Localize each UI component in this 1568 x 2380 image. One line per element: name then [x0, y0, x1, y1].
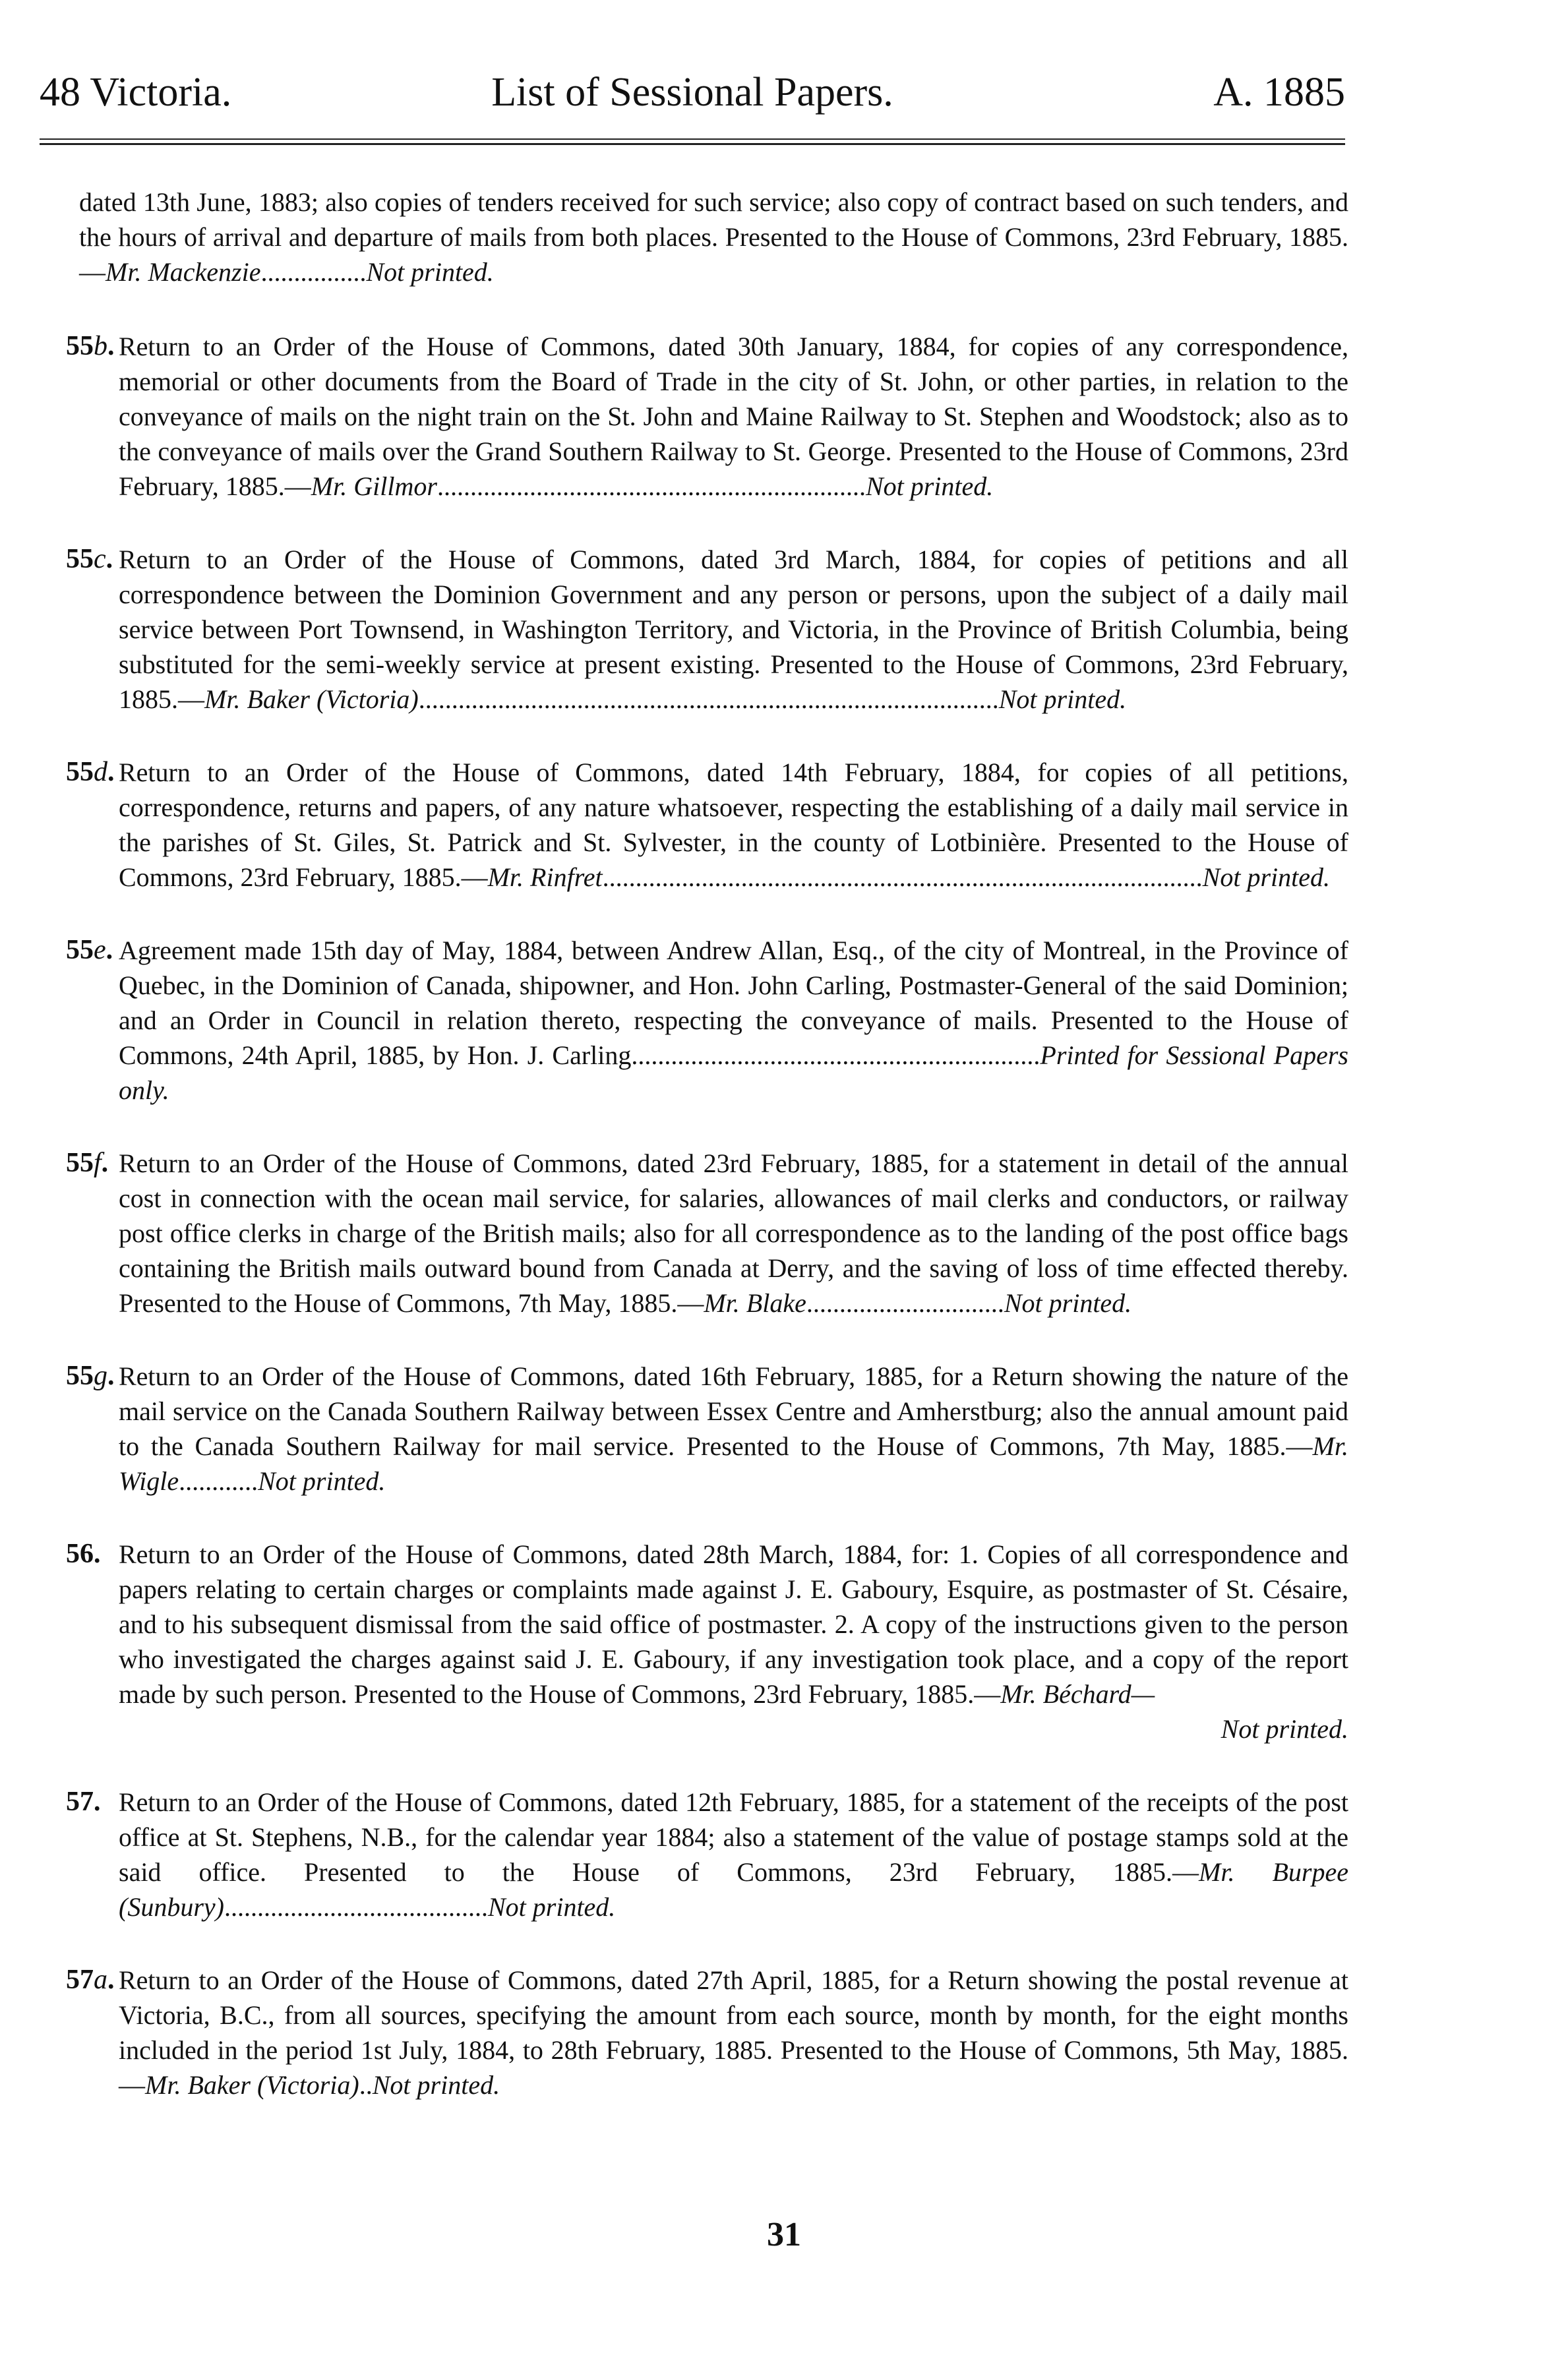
entry-number: 55d. [66, 757, 115, 787]
entry-text: Return to an Order of the House of Commons, dated 3rd March, 1884, for copies of petitions and all correspondence between the Dominion Government and any person or persons, upon the subject of a daily mail service between Port Townsend, in Washington Territory, and Victoria, in the Province of British Columbia, being substituted for the semi-weekly service at present existing. Presented to the House of Commons, 23rd February, 1885.— [119, 545, 1348, 714]
entry-55b: 55b. Return to an Order of the House of Commons, dated 30th January, 1884, for copies of any correspondence, memorial or other documents from the Board of Trade in the city of St. John, or other parties, in relation to the conveyance of mails on the night train on the St. John and Maine Railway to St. Stephen and Woodstock; also as to the conveyance of mails over the Grand Southern Railway to St. George. Presented to the House of Commons, 23rd February, 1885.—Mr. Gillmor.................................................................Not printed. [66, 329, 1348, 504]
entry-text: dated 13th June, 1883; also copies of tenders received for such service; also copy of contract based on such tenders, and the hours of arrival and departure of mails from both places. Presented to the House of Commons, 23rd February, 1885.— [79, 187, 1348, 287]
entry-status: Not printed. [998, 684, 1127, 714]
entry-55g: 55g. Return to an Order of the House of Commons, dated 16th February, 1885, for a Return showing the nature of the mail service on the Canada Southern Railway between Essex Centre and Amherstburg; also the annual amount paid to the Canada Southern Railway for mail service. Presented to the House of Commons, 7th May, 1885.—Mr. Wigle............Not printed. [66, 1359, 1348, 1499]
entry-number: 56. [66, 1539, 101, 1569]
entry-number: 55e. [66, 935, 113, 965]
entry-text: Return to an Order of the House of Commons, dated 12th February, 1885, for a statement of the receipts of the post office at St. Stephens, N.B., for the calendar year 1884; also a statement of the value of postage stamps sold at the said office. Presented to the House of Commons, 23rd February, 1885.— [119, 1787, 1348, 1887]
running-header [40, 69, 1345, 142]
entry-status: Not printed. [1202, 862, 1330, 892]
entry-member: Mr. Rinfret [487, 862, 603, 892]
entry-member: Mr. Baker (Victoria) [145, 2070, 359, 2100]
entry-55c: 55c. Return to an Order of the House of Commons, dated 3rd March, 1884, for copies of petitions and all correspondence between the Dominion Government and any person or persons, upon the subject of a daily mail service between Port Townsend, in Washington Territory, and Victoria, in the Province of British Columbia, being substituted for the semi-weekly service at present existing. Presented to the House of Commons, 23rd February, 1885.—Mr. Baker (Victoria)........................................................................................Not printed. [66, 542, 1348, 717]
entry-number: 57a. [66, 1965, 115, 1995]
entry-number: 55b. [66, 331, 115, 361]
entry-number: 55f. [66, 1148, 109, 1178]
entry-member: Mr. Wigle [119, 1431, 1348, 1496]
entry-status: Not printed. [1004, 1288, 1132, 1318]
header-double-rule [40, 138, 1345, 145]
entry-text: Agreement made 15th day of May, 1884, between Andrew Allan, Esq., of the city of Montreal, in the Province of Quebec, in the Dominion of Canada, shipowner, and Hon. John Carling, Postmaster-General of the said Dominion; and an Order in Council in relation thereto, respecting the conveyance of mails. Presented to the House of Commons, 24th April, 1885, by Hon. J. Carling [119, 936, 1348, 1070]
entry-member: Mr. Béchard— [1000, 1679, 1155, 1709]
entry-55e: 55e. Agreement made 15th day of May, 1884, between Andrew Allan, Esq., of the city of Montreal, in the Province of Quebec, in the Dominion of Canada, shipowner, and Hon. John Carling, Postmaster-General of the said Dominion; and an Order in Council in relation thereto, respecting the conveyance of mails. Presented to the House of Commons, 24th April, 1885, by Hon. J. Carling..............................................................Printed for Sessional Papers only. [66, 933, 1348, 1108]
sessional-papers-list [66, 185, 1348, 2141]
entry-member: Mr. Baker (Victoria) [204, 684, 419, 714]
entry-text: Return to an Order of the House of Commons, dated 30th January, 1884, for copies of any correspondence, memorial or other documents from the Board of Trade in the city of St. John, or other parties, in relation to the conveyance of mails on the night train on the St. John and Maine Railway to St. Stephen and Woodstock; also as to the conveyance of mails over the Grand Southern Railway to St. George. Presented to the House of Commons, 23rd February, 1885.— [119, 332, 1348, 501]
page-number: 31 [767, 2216, 801, 2253]
entry-status: Not printed. [366, 257, 494, 287]
entry-member: Mr. Burpee (Sunbury) [119, 1857, 1349, 1922]
entry-status: Not printed. [1221, 1714, 1348, 1744]
header-session: 48 Victoria. [40, 70, 232, 115]
entry-status: Not printed. [487, 1892, 616, 1922]
entry-56 [66, 1537, 1348, 1746]
entry-57: 57. Return to an Order of the House of Commons, dated 12th February, 1885, for a statement of the receipts of the post office at St. Stephens, N.B., for the calendar year 1884; also a statement of the value of postage stamps sold at the said office. Presented to the House of Commons, 23rd February, 1885.—Mr. Burpee (Sunbury)........................................Not printed. [66, 1785, 1348, 1924]
entry-member: Mr. Gillmor [311, 471, 437, 501]
entry-text: Return to an Order of the House of Commons, dated 14th February, 1884, for copies of all petitions, correspondence, returns and papers, of any nature whatsoever, respecting the establishing of a daily mail service in the parishes of St. Giles, St. Patrick and St. Sylvester, in the county of Lotbinière. Presented to the House of Commons, 23rd February, 1885.— [119, 758, 1348, 892]
entry-number: 57. [66, 1787, 101, 1817]
entry-status: Not printed. [258, 1466, 386, 1496]
entry-text: Return to an Order of the House of Commons, dated 27th April, 1885, for a Return showing the postal revenue at Victoria, B.C., from all sources, specifying the amount from each source, month by month, for the eight months included in the period 1st July, 1884, to 28th February, 1885. Presented to the House of Commons, 5th May, 1885.— [119, 1965, 1348, 2100]
entry-continuation: dated 13th June, 1883; also copies of tenders received for such service; also copy of contract based on such tenders, and the hours of arrival and departure of mails from both places. Presented to the House of Commons, 23rd February, 1885.—Mr. Mackenzie................Not printed. [79, 187, 1348, 287]
entry-member: Mr. Blake [704, 1288, 806, 1318]
entry-status: Not printed. [372, 2070, 500, 2100]
entry-text: Return to an Order of the House of Commons, dated 28th March, 1884, for: 1. Copies of all correspondence and papers relating to certain charges or complaints made against J. E. Gaboury, Esquire, as postmaster of St. Césaire, and to his subsequent dismissal from the said office of postmaster. 2. A copy of the instructions given to the person who investigated the charges against said J. E. Gaboury, if any investigation took place, and a copy of the report made by such person. Presented to the House of Commons, 23rd February, 1885.— [119, 1539, 1348, 1709]
entry-55f: 55f. Return to an Order of the House of Commons, dated 23rd February, 1885, for a statement in detail of the annual cost in connection with the ocean mail service, for salaries, allowances of mail clerks and conductors, or railway post office clerks in charge of the British mails; also for all correspondence as to the landing of the post office bags containing the British mails outward bound from Canada at Derry, and the saving of loss of time effected thereby. Presented to the House of Commons, 7th May, 1885.—Mr. Blake..............................Not printed. [66, 1146, 1348, 1321]
header-year: A. 1885 [1213, 70, 1345, 115]
entry-text: Return to an Order of the House of Commons, dated 23rd February, 1885, for a statement in detail of the annual cost in connection with the ocean mail service, for salaries, allowances of mail clerks and conductors, or railway post office clerks in charge of the British mails; also for all correspondence as to the landing of the post office bags containing the British mails outward bound from Canada at Derry, and the saving of loss of time effected thereby. Presented to the House of Commons, 7th May, 1885.— [119, 1148, 1348, 1318]
entry-status: Not printed. [865, 471, 994, 501]
entry-text: Return to an Order of the House of Commons, dated 16th February, 1885, for a Return showing the nature of the mail service on the Canada Southern Railway between Essex Centre and Amherstburg; also the annual amount paid to the Canada Southern Railway for mail service. Presented to the House of Commons, 7th May, 1885.— [119, 1361, 1348, 1461]
entry-57a: 57a. Return to an Order of the House of Commons, dated 27th April, 1885, for a Return showing the postal revenue at Victoria, B.C., from all sources, specifying the amount from each source, month by month, for the eight months included in the period 1st July, 1884, to 28th February, 1885. Presented to the House of Commons, 5th May, 1885.—Mr. Baker (Victoria)..Not printed. [66, 1963, 1348, 2102]
entry-status: Printed for Sessional Papers only. [119, 1040, 1348, 1105]
entry-number: 55c. [66, 544, 113, 574]
header-title: List of Sessional Papers. [491, 70, 893, 115]
entry-number: 55g. [66, 1361, 115, 1391]
entry-55d: 55d. Return to an Order of the House of Commons, dated 14th February, 1884, for copies of all petitions, correspondence, returns and papers, of any nature whatsoever, respecting the establishing of a daily mail service in the parishes of St. Giles, St. Patrick and St. Sylvester, in the county of Lotbinière. Presented to the House of Commons, 23rd February, 1885.—Mr. Rinfret...........................................................................................Not printed. [66, 755, 1348, 895]
entry-member: Mr. Mackenzie [106, 257, 261, 287]
